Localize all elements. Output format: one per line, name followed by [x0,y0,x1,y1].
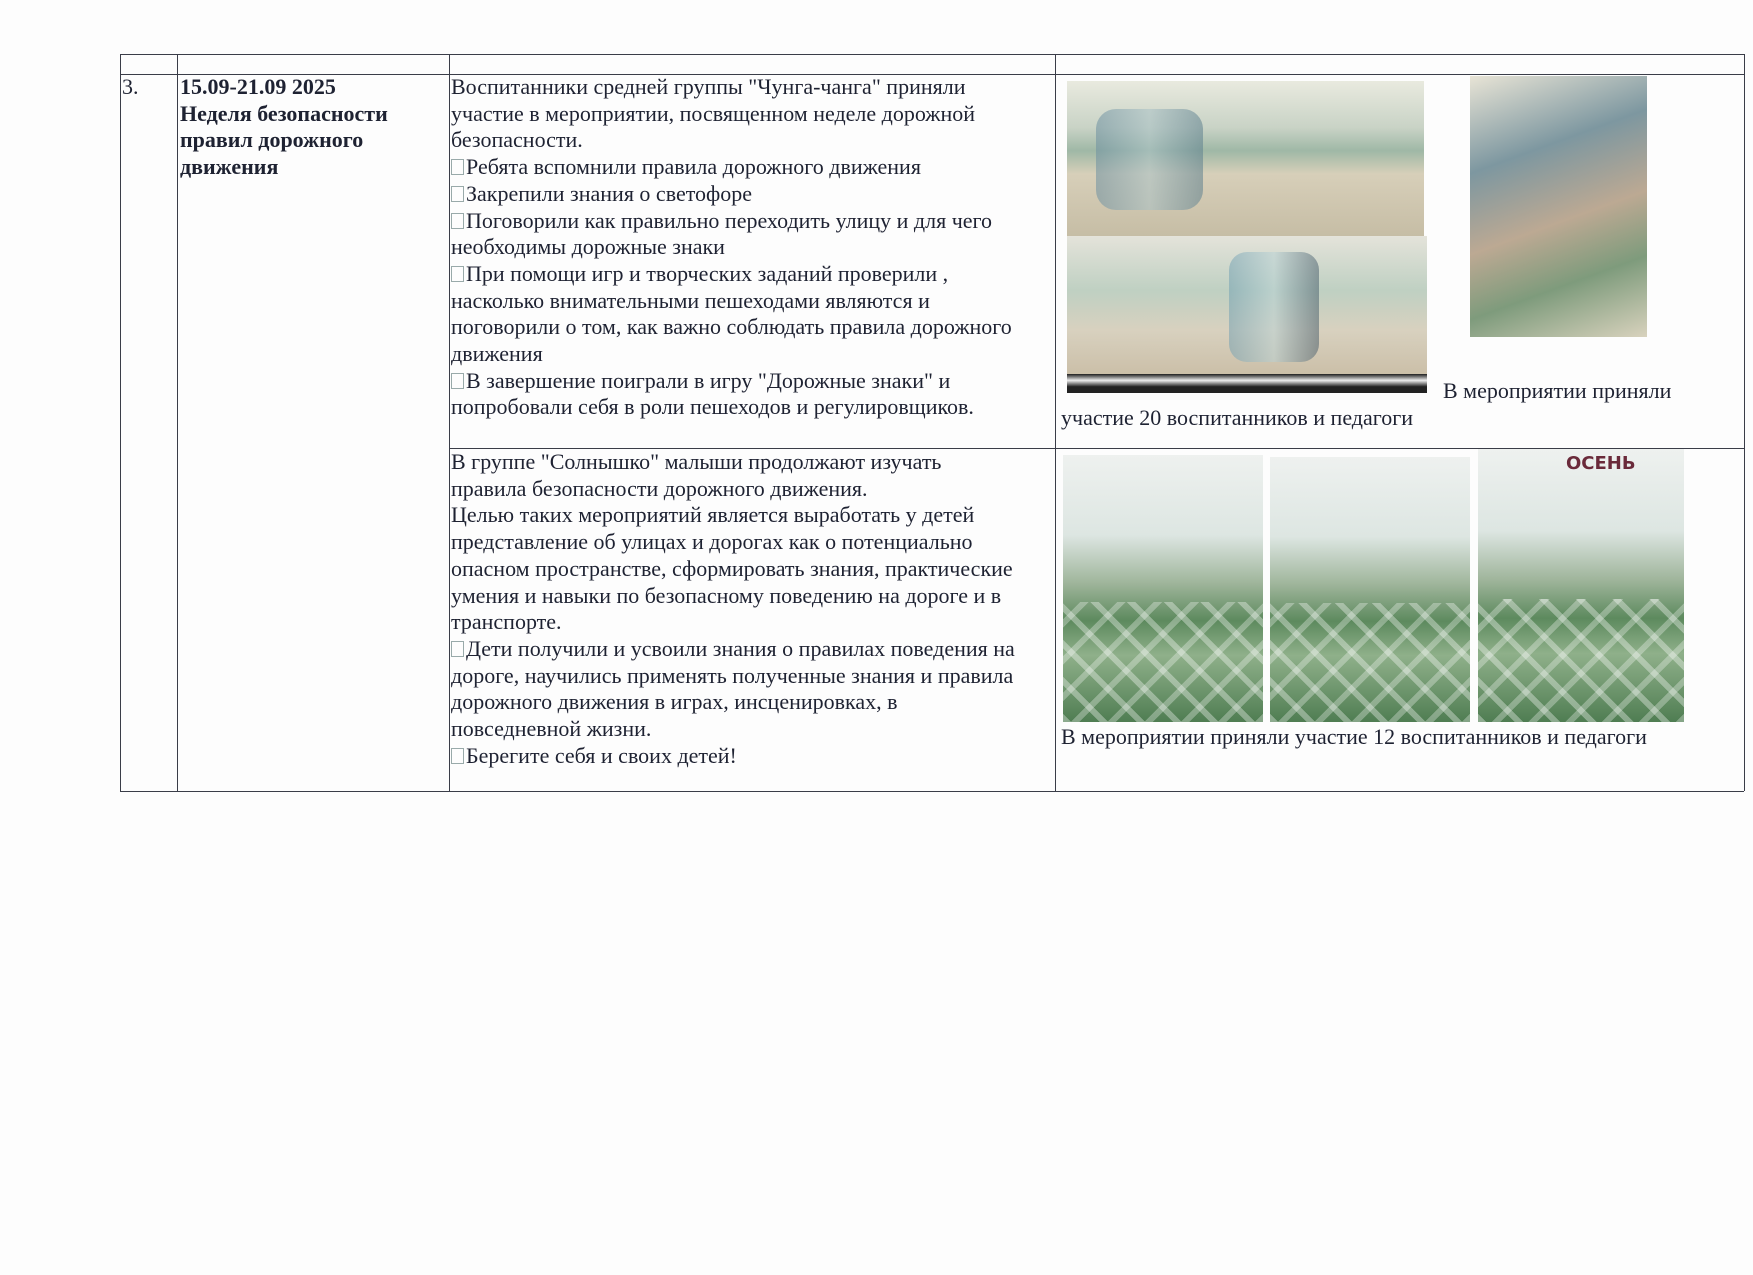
bullet-box-icon [451,641,464,657]
text-line: движения [451,341,543,367]
bullet-box-icon [451,373,464,389]
bullet-item [451,208,1012,235]
text-line: В завершение поиграли в игру "Дорожные знаки" и [466,367,951,393]
text-line: Дети получили и усвоили знания о правилах поведения на [466,635,1015,661]
bullet-item [451,743,1015,770]
text-line: транспорте. [451,609,562,635]
text-line: В группе "Солнышко" малыши продолжают изучать [451,449,942,474]
table-left-border [120,54,121,791]
event1-photo-children-walking [1067,236,1427,393]
text-line: представление об улицах и дорогах как о потенциально [451,529,973,555]
text-line: умения и навыки по безопасному поведению на дороге и в [451,582,1002,608]
text-line: Поговорили как правильно переходить улицу и для чего [466,207,993,233]
event1-photo-group-crossing [1067,81,1424,236]
event2-caption: В мероприятии приняли участие 12 воспитанников и педагоги [1061,724,1647,749]
event2-photo-1 [1063,455,1263,722]
event2-photo-2 [1270,457,1470,722]
bullet-box-icon [451,159,464,175]
text-line: Берегите себя и своих детей! [466,742,737,768]
text-line: Закрепили знания о светофоре [466,180,753,206]
bullet-item [451,368,1012,395]
row-number: 3. [122,74,139,99]
text-line: поговорили о том, как важно соблюдать правила дорожного [451,314,1012,340]
bullet-item [451,261,1012,288]
event-period [180,74,388,181]
text-line: повседневной жизни. [451,716,652,742]
table-bottom-border [120,791,1744,792]
text-line: дороге, научились применять полученные знания и правила [451,662,1014,688]
text-line: Целью таких мероприятий является выработать у детей [451,502,975,528]
bullet-box-icon [451,213,464,229]
text-line: попробовали себя в роли пешеходов и регулировщиков. [451,394,974,420]
table-top-border [120,54,1744,55]
event2-description [451,449,1015,769]
period-title-line: Неделя безопасности [180,100,388,126]
text-line: правила безопасности дорожного движения. [451,475,868,501]
period-date: 15.09-21.09 2025 [180,74,336,99]
bullet-box-icon [451,186,464,202]
text-line: При помощи игр и творческих заданий проверили , [466,260,949,286]
text-line: участие в мероприятии, посвященном неделе дорожной [451,100,976,126]
text-line: необходимы дорожные знаки [451,234,725,260]
text-line: безопасности. [451,127,583,153]
bullet-item [451,181,1012,208]
event1-photo-board-game [1470,76,1647,337]
period-title-line: движения [180,154,279,180]
text-line: дорожного движения в играх, инсценировках, в [451,689,898,715]
event1-description [451,74,1012,421]
text-line: Воспитанники средней группы "Чунга-чанга" приняли [451,74,966,99]
bullet-box-icon [451,266,464,282]
period-title-line: правил дорожного [180,127,364,153]
column-divider [449,54,450,791]
event1-caption-line2: участие 20 воспитанников и педагоги [1061,405,1414,430]
text-line: насколько внимательными пешеходами являются и [451,287,930,313]
photo-sign-text: ОСЕНЬ [1566,453,1636,474]
table-right-border [1744,54,1745,791]
bullet-item [451,154,1012,181]
text-line: опасном пространстве, сформировать знания, практические [451,555,1013,581]
event1-caption-line1: В мероприятии приняли [1443,378,1672,403]
bullet-item [451,636,1015,663]
text-line: Ребята вспомнили правила дорожного движения [466,154,921,180]
event2-photo-3 [1478,449,1684,722]
bullet-box-icon [451,748,464,764]
column-divider [1055,54,1056,791]
column-divider [177,54,178,791]
